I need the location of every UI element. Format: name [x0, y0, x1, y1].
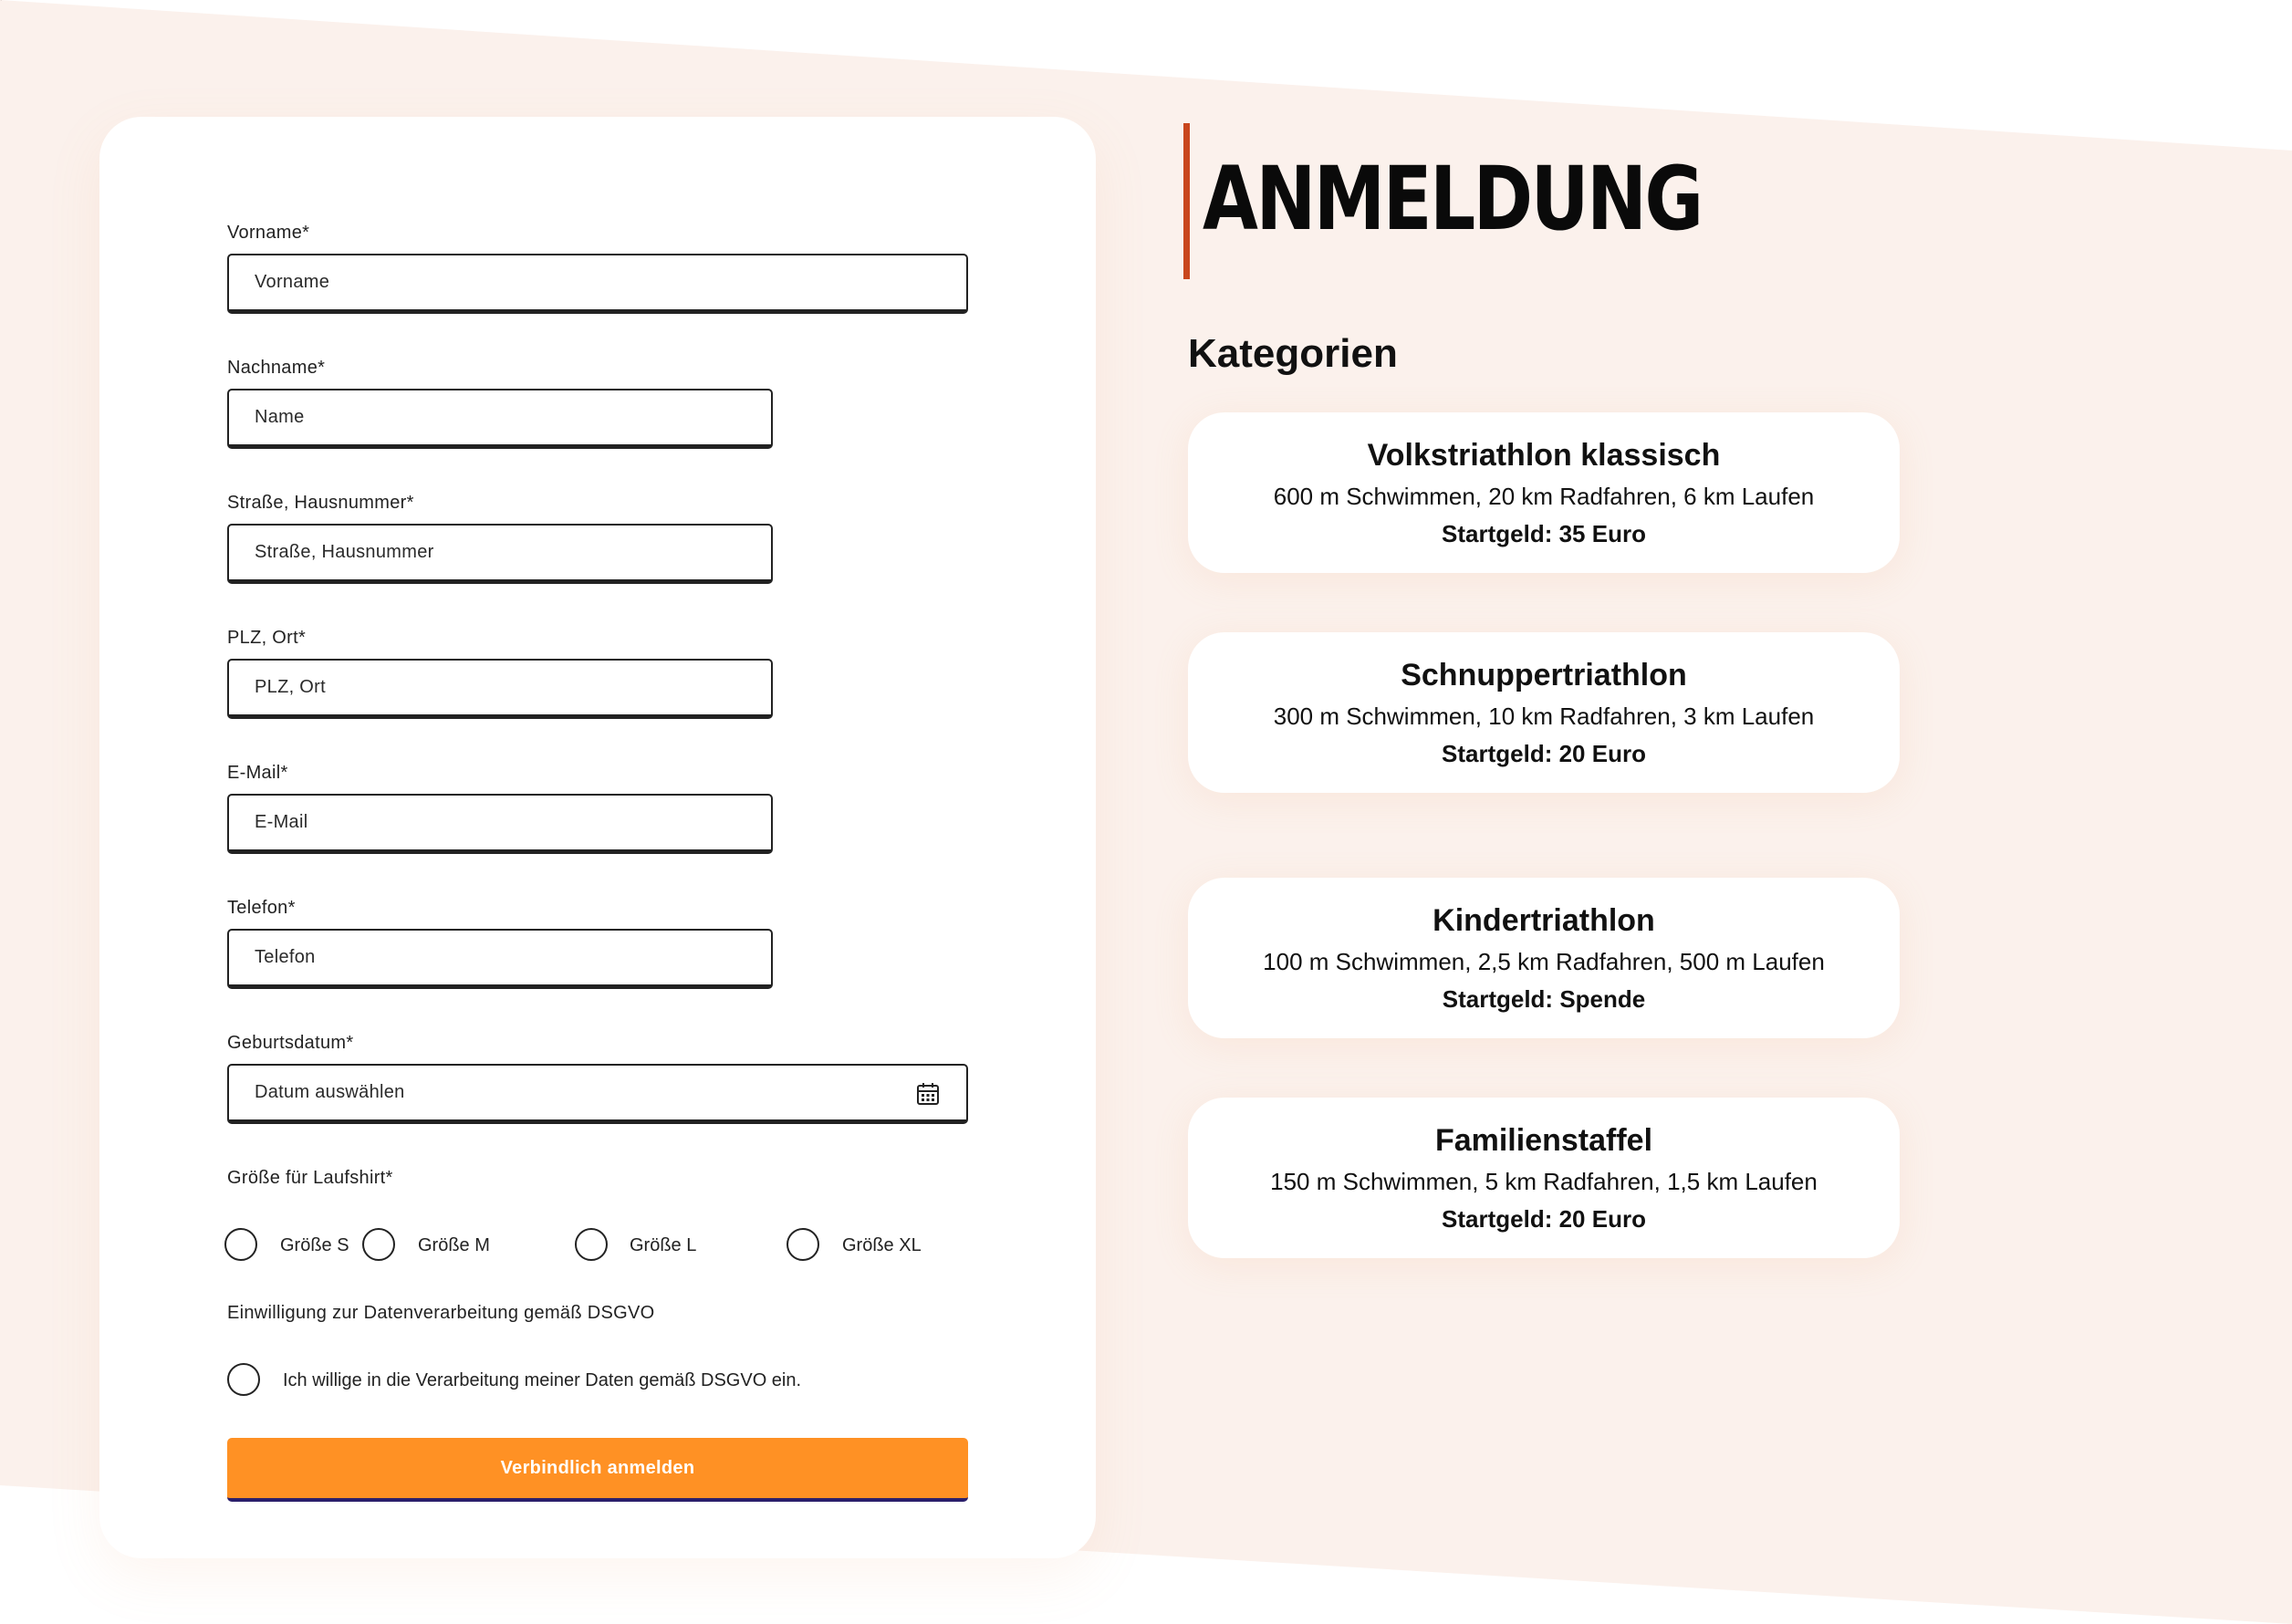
- shirt-size-l-radio[interactable]: [575, 1228, 608, 1261]
- geburtsdatum-placeholder: Datum auswählen: [255, 1082, 405, 1102]
- plz-label: PLZ, Ort*: [227, 628, 307, 648]
- vorname-input[interactable]: [227, 254, 968, 314]
- vorname-label: Vorname*: [227, 223, 310, 243]
- category-description: 150 m Schwimmen, 5 km Radfahren, 1,5 km Laufen: [1270, 1168, 1818, 1195]
- registration-form-card: [99, 117, 1096, 1558]
- category-card-volkstriathlon: [1188, 412, 1900, 573]
- category-fee: Startgeld: 35 Euro: [1442, 520, 1646, 547]
- category-card-schnuppertriathlon: [1188, 632, 1900, 793]
- vorname-placeholder: Vorname: [255, 272, 330, 292]
- category-description: 100 m Schwimmen, 2,5 km Radfahren, 500 m Laufen: [1263, 948, 1825, 975]
- category-card-familienstaffel: [1188, 1098, 1900, 1258]
- category-fee: Startgeld: 20 Euro: [1442, 1205, 1646, 1233]
- category-fee: Startgeld: Spende: [1442, 985, 1646, 1013]
- nachname-input[interactable]: [227, 389, 773, 449]
- geburtsdatum-input[interactable]: [227, 1064, 968, 1124]
- telefon-label: Telefon*: [227, 898, 296, 918]
- shirt-size-m-label[interactable]: Größe M: [418, 1235, 490, 1255]
- categories-heading: Kategorien: [1188, 331, 1398, 376]
- nachname-placeholder: Name: [255, 407, 305, 427]
- category-card-kindertriathlon: [1188, 878, 1900, 1038]
- shirt-size-l-label[interactable]: Größe L: [630, 1235, 697, 1255]
- page-title: ANMELDUNG: [1203, 148, 1702, 250]
- consent-radio[interactable]: [227, 1363, 260, 1396]
- plz-input[interactable]: [227, 659, 773, 719]
- shirt-size-xl-label[interactable]: Größe XL: [842, 1235, 922, 1255]
- shirt-size-s-label[interactable]: Größe S: [280, 1235, 349, 1255]
- telefon-placeholder: Telefon: [255, 947, 316, 967]
- strasse-placeholder: Straße, Hausnummer: [255, 542, 434, 562]
- category-name: Schnuppertriathlon: [1401, 658, 1687, 692]
- consent-option-label[interactable]: Ich willige in die Verarbeitung meiner Daten gemäß DSGVO ein.: [283, 1370, 802, 1390]
- submit-button[interactable]: Verbindlich anmelden: [227, 1438, 968, 1502]
- category-description: 600 m Schwimmen, 20 km Radfahren, 6 km Laufen: [1273, 483, 1815, 510]
- category-description: 300 m Schwimmen, 10 km Radfahren, 3 km Laufen: [1273, 703, 1815, 730]
- category-name: Kindertriathlon: [1432, 903, 1655, 938]
- shirt-size-m-radio[interactable]: [362, 1228, 395, 1261]
- shirt-size-s-radio[interactable]: [224, 1228, 257, 1261]
- category-name: Familienstaffel: [1434, 1123, 1653, 1158]
- title-accent-bar: [1183, 123, 1190, 279]
- geburtsdatum-label: Geburtsdatum*: [227, 1033, 354, 1053]
- shirt-size-label: Größe für Laufshirt*: [227, 1168, 393, 1188]
- email-input[interactable]: [227, 794, 773, 854]
- telefon-input[interactable]: [227, 929, 773, 989]
- shirt-size-options: [99, 1228, 1096, 1268]
- email-placeholder: E-Mail: [255, 812, 308, 832]
- category-name: Volkstriathlon klassisch: [1367, 438, 1721, 473]
- shirt-size-xl-radio[interactable]: [787, 1228, 819, 1261]
- nachname-label: Nachname*: [227, 358, 326, 378]
- email-label: E-Mail*: [227, 763, 288, 783]
- category-fee: Startgeld: 20 Euro: [1442, 740, 1646, 767]
- plz-placeholder: PLZ, Ort: [255, 677, 326, 697]
- consent-label: Einwilligung zur Datenverarbeitung gemäß DSGVO: [227, 1303, 655, 1323]
- strasse-label: Straße, Hausnummer*: [227, 493, 414, 513]
- calendar-icon[interactable]: [915, 1081, 941, 1107]
- strasse-input[interactable]: [227, 524, 773, 584]
